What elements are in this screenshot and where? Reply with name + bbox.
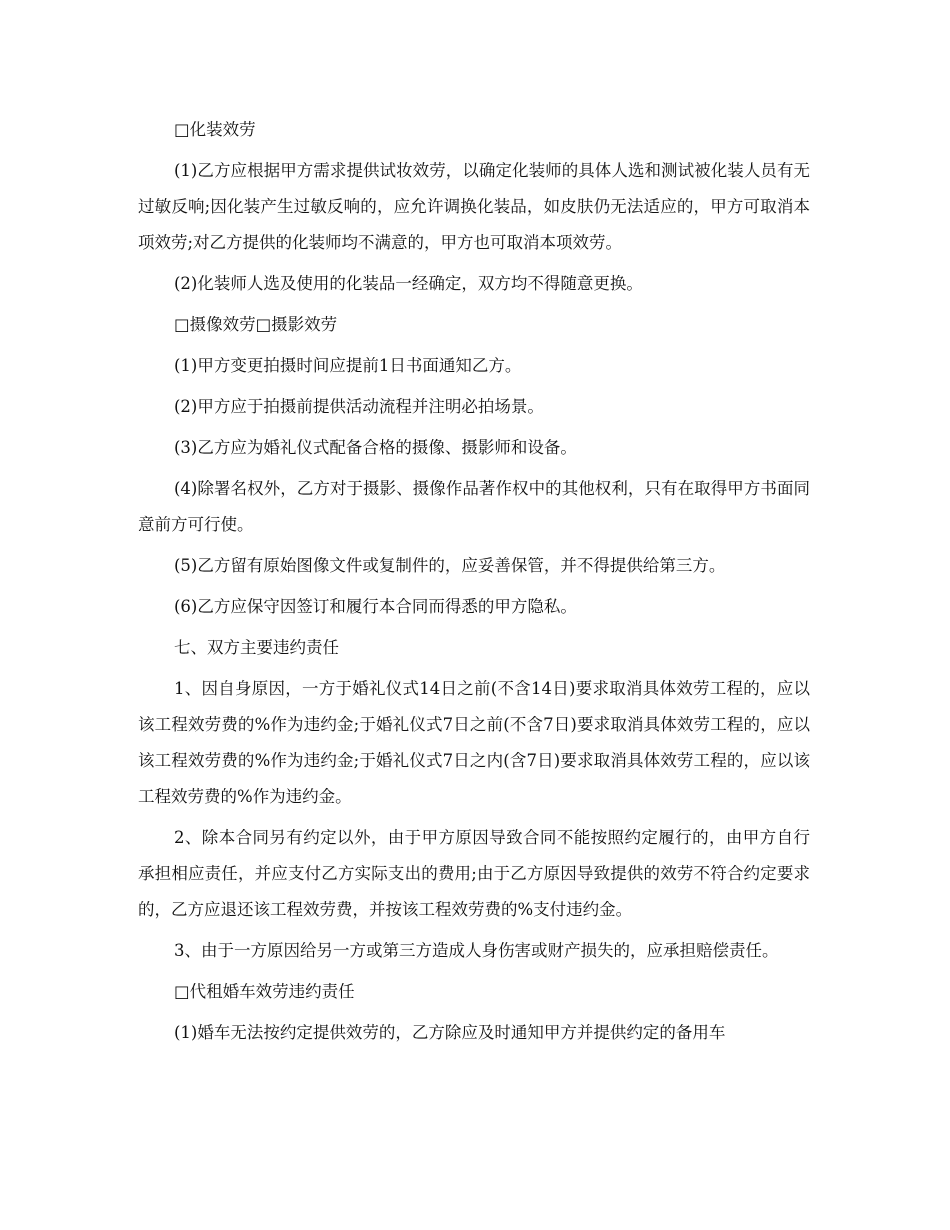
paragraph: 3、由于一方原因给另一方或第三方造成人身伤害或财产损失的，应承担赔偿责任。 xyxy=(174,941,779,960)
paragraph: 2、除本合同另有约定以外，由于甲方原因导致合同不能按照约定履行的，由甲方自行承担相应责任，并应支付乙方实际支出的费用;由于乙方原因导致提供的效劳不符合约定要求的，乙方应退还该工程效劳费，并按该工程效劳费的%支付违约金。 xyxy=(138,828,810,919)
paragraph: (1)婚车无法按约定提供效劳的，乙方除应及时通知甲方并提供约定的备用车 xyxy=(174,1023,726,1042)
paragraph: (5)乙方留有原始图像文件或复制件的，应妥善保管，并不得提供给第三方。 xyxy=(174,556,726,575)
section-heading-breach-liability: 七、双方主要违约责任 xyxy=(174,638,339,657)
paragraph: (3)乙方应为婚礼仪式配备合格的摄像、摄影师和设备。 xyxy=(174,438,577,457)
document-body xyxy=(138,112,810,1056)
paragraph: (1)乙方应根据甲方需求提供试妆效劳，以确定化装师的具体人选和测试被化装人员有无过敏反响;因化装产生过敏反响的，应允许调换化装品，如皮肤仍无法适应的，甲方可取消本项效劳;对乙方提供的化装师均不满意的，甲方也可取消本项效劳。 xyxy=(138,161,810,252)
section-heading-makeup: □化装效劳 xyxy=(174,120,256,139)
paragraph: (2)化装师人选及使用的化装品一经确定，双方均不得随意更换。 xyxy=(174,274,643,293)
paragraph: (1)甲方变更拍摄时间应提前1日书面通知乙方。 xyxy=(174,356,522,375)
section-heading-video-photo: □摄像效劳□摄影效劳 xyxy=(174,315,338,334)
paragraph: (6)乙方应保守因签订和履行本合同而得悉的甲方隐私。 xyxy=(174,597,577,616)
section-heading-wedding-car: □代租婚车效劳违约责任 xyxy=(174,982,355,1001)
paragraph: 1、因自身原因，一方于婚礼仪式14日之前(不含14日)要求取消具体效劳工程的，应以该工程效劳费的%作为违约金;于婚礼仪式7日之前(不含7日)要求取消具体效劳工程的，应以该工程效劳费的%作为违约金;于婚礼仪式7日之内(含7日)要求取消具体效劳工程的，应以该工程效劳费的%作为违约金。 xyxy=(138,679,810,806)
paragraph: (2)甲方应于拍摄前提供活动流程并注明必拍场景。 xyxy=(174,397,544,416)
paragraph: (4)除署名权外，乙方对于摄影、摄像作品著作权中的其他权利，只有在取得甲方书面同意前方可行使。 xyxy=(138,479,810,534)
